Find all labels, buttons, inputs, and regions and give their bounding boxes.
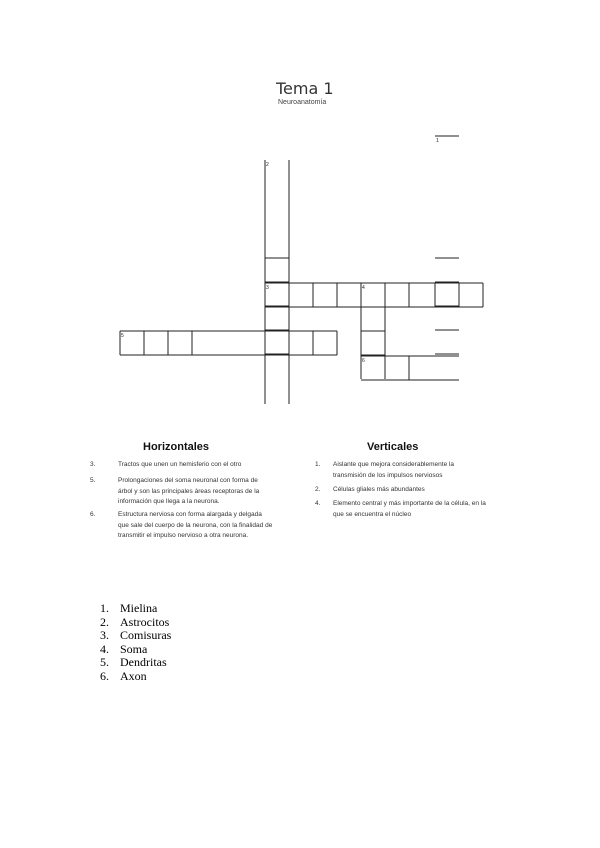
answer-item xyxy=(100,602,171,616)
grid-number-1: 1 xyxy=(436,138,439,144)
answer-word: Soma xyxy=(120,641,148,656)
page-subtitle: Neuroanatomía xyxy=(278,99,327,106)
answer-item xyxy=(100,629,171,643)
answer-word: Comisuras xyxy=(120,628,172,642)
grid-number-5: 5 xyxy=(121,333,124,339)
clue-text: que se encuentra el núcleo xyxy=(333,510,412,518)
answer-list xyxy=(100,602,171,683)
clue-number: 6. xyxy=(90,511,96,518)
horizontal-clue xyxy=(90,460,290,472)
clue-text: Células gliales más abundantes xyxy=(333,486,425,493)
clue-text: transmitir el impulso nervioso a otra neurona. xyxy=(118,532,249,539)
page-title: Tema 1 xyxy=(276,79,334,98)
verticales-heading: Verticales xyxy=(367,441,419,453)
answer-number: 3. xyxy=(100,628,109,642)
clue-text: Elemento central y más importante de la célula, en la xyxy=(333,500,486,507)
horizontal-clue xyxy=(90,510,300,544)
vertical-clue xyxy=(315,485,525,497)
vertical-clue xyxy=(315,499,525,523)
clue-text: información que llega a la neurona. xyxy=(118,498,220,505)
horizontal-clue xyxy=(90,476,290,510)
clue-number: 5. xyxy=(90,477,96,484)
answer-item xyxy=(100,670,171,684)
horizontales-heading: Horizontales xyxy=(143,441,210,453)
grid-number-6: 6 xyxy=(362,358,365,364)
grid-number-4: 4 xyxy=(362,285,365,291)
vertical-clue xyxy=(315,460,525,484)
clue-text: que sale del cuerpo de la neurona, con la finalidad de xyxy=(118,521,273,529)
clue-text: transmisión de los impulsos nerviosos xyxy=(333,471,443,479)
clue-number: 1. xyxy=(315,461,321,468)
answer-word: Astrocitos xyxy=(120,614,170,629)
clue-number: 4. xyxy=(315,500,321,507)
answer-word: Mielina xyxy=(120,601,158,615)
clue-text: Estructura nerviosa con forma alargada y delgada xyxy=(118,511,262,518)
clue-text: árbol y son las principales áreas receptoras de la xyxy=(118,487,260,495)
answer-number: 5. xyxy=(100,655,109,669)
answer-item xyxy=(100,656,171,670)
grid-number-3: 3 xyxy=(266,285,269,291)
answer-item xyxy=(100,616,171,630)
answer-word: Axon xyxy=(120,668,147,683)
clue-text: Prolongaciones del soma neuronal con forma de xyxy=(118,477,258,484)
answer-word: Dendritas xyxy=(120,655,167,669)
answer-number: 1. xyxy=(100,601,109,615)
clue-text: Aislante que mejora considerablemente la xyxy=(333,461,455,468)
clue-number: 2. xyxy=(315,486,321,493)
answer-number: 2. xyxy=(100,614,109,629)
answer-number: 6. xyxy=(100,668,109,683)
grid-number-2: 2 xyxy=(266,162,269,168)
answer-item xyxy=(100,643,171,657)
clue-number: 3. xyxy=(90,461,96,468)
answer-number: 4. xyxy=(100,641,109,656)
clue-text: Tractos que unen un hemisferio con el otro xyxy=(118,461,242,468)
